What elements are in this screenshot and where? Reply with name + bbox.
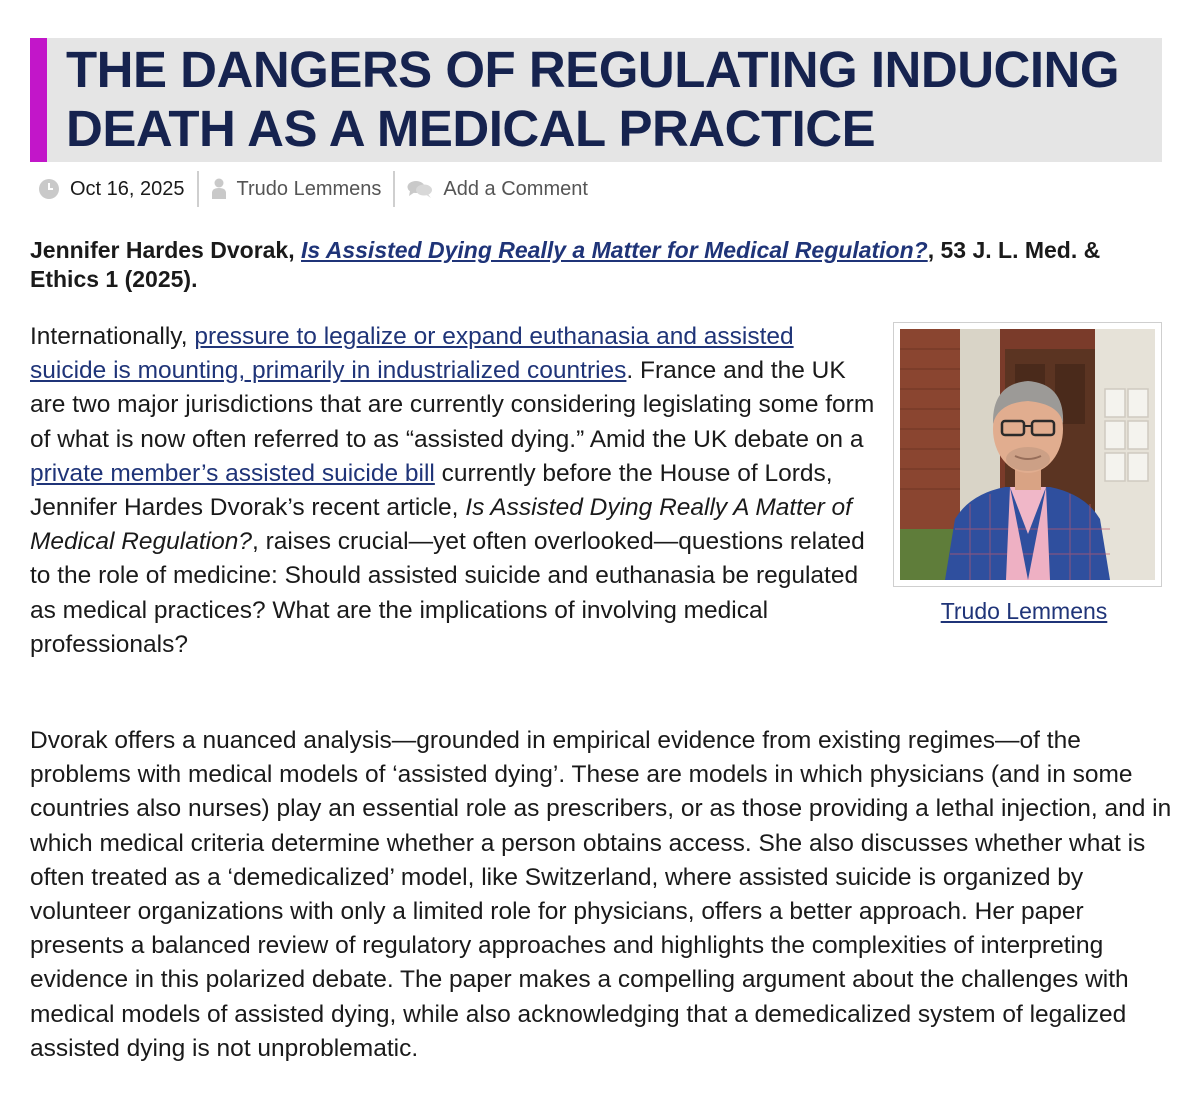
author-photo-frame [893,322,1162,587]
para1-text-1: Internationally, [30,323,195,350]
meta-date [38,170,185,208]
citation-source: , 53 J. L. Med. & Ethics 1 (2025). [30,237,1101,292]
post-meta [38,170,588,208]
title-block [30,38,1162,162]
body-paragraph-1 [30,320,875,662]
private-members-bill-link[interactable]: private member’s assisted suicide bill [30,459,435,487]
clock-icon [38,178,60,200]
citation-title-link[interactable]: Is Assisted Dying Really a Matter for Medical Regulation? [301,237,928,263]
citation-author: Jennifer Hardes Dvorak, [30,237,295,263]
article-title-italic: Is Assisted Dying Really A Matter of Medical Regulation? [30,494,852,556]
para1-text-2: . France and the UK are two major jurisdictions that are currently considering legislating some form of what is now often referred to as “assisted dying.” Amid the UK debate on a [30,357,875,453]
para1-text-4: , raises crucial—yet often overlooked—questions related to the role of medicine: Should assisted suicide and euthanasia be regulated as medical practices? What are the implications of involving medical professionals? [30,528,865,658]
title-accent-bar [30,38,47,162]
author-photo [900,329,1155,580]
meta-comments[interactable] [407,170,588,208]
body-paragraph-2: Dvorak offers a nuanced analysis—grounded in empirical evidence from existing regimes—of the problems with medical models of ‘assisted dying’. These are models in which physicians (and in some countries also nurses) play an essential role as prescribers, or as those providing a lethal injection, and in which medical criteria determine whether a person obtains access. She also discusses whether what is often treated as a ‘demedicalized’ model, like Switzerland, where assisted suicide is organized by volunteer organizations with only a limited role for physicians, offers a better approach. Her paper presents a balanced review of regulatory approaches and highlights the complexities of interpreting evidence in this polarized debate. The paper makes a compelling argument about the challenges with medical models of assisted dying, while also acknowledging that a demedicalized system of legalized assisted dying is not unproblematic. [30,727,1172,1062]
meta-divider [393,171,395,207]
post-date: Oct 16, 2025 [70,177,185,200]
legalization-pressure-link[interactable]: pressure to legalize or expand euthanasia and assisted suicide is mounting, primarily in industrialized countries [30,323,794,385]
author-photo-caption[interactable]: Trudo Lemmens [940,598,1108,624]
article-citation [30,236,1170,294]
meta-author[interactable] [211,170,382,208]
para1-text-3: currently before the House of Lords, Jennifer Hardes Dvorak’s recent article, [30,459,833,522]
post-author[interactable]: Trudo Lemmens [236,177,382,200]
add-comment-link[interactable]: Add a Comment [443,177,588,200]
page-title: THE DANGERS OF REGULATING INDUCING DEATH AS A MEDICAL PRACTICE [66,41,1120,157]
comment-icon [407,179,433,199]
user-icon [211,178,227,200]
meta-divider [197,171,199,207]
